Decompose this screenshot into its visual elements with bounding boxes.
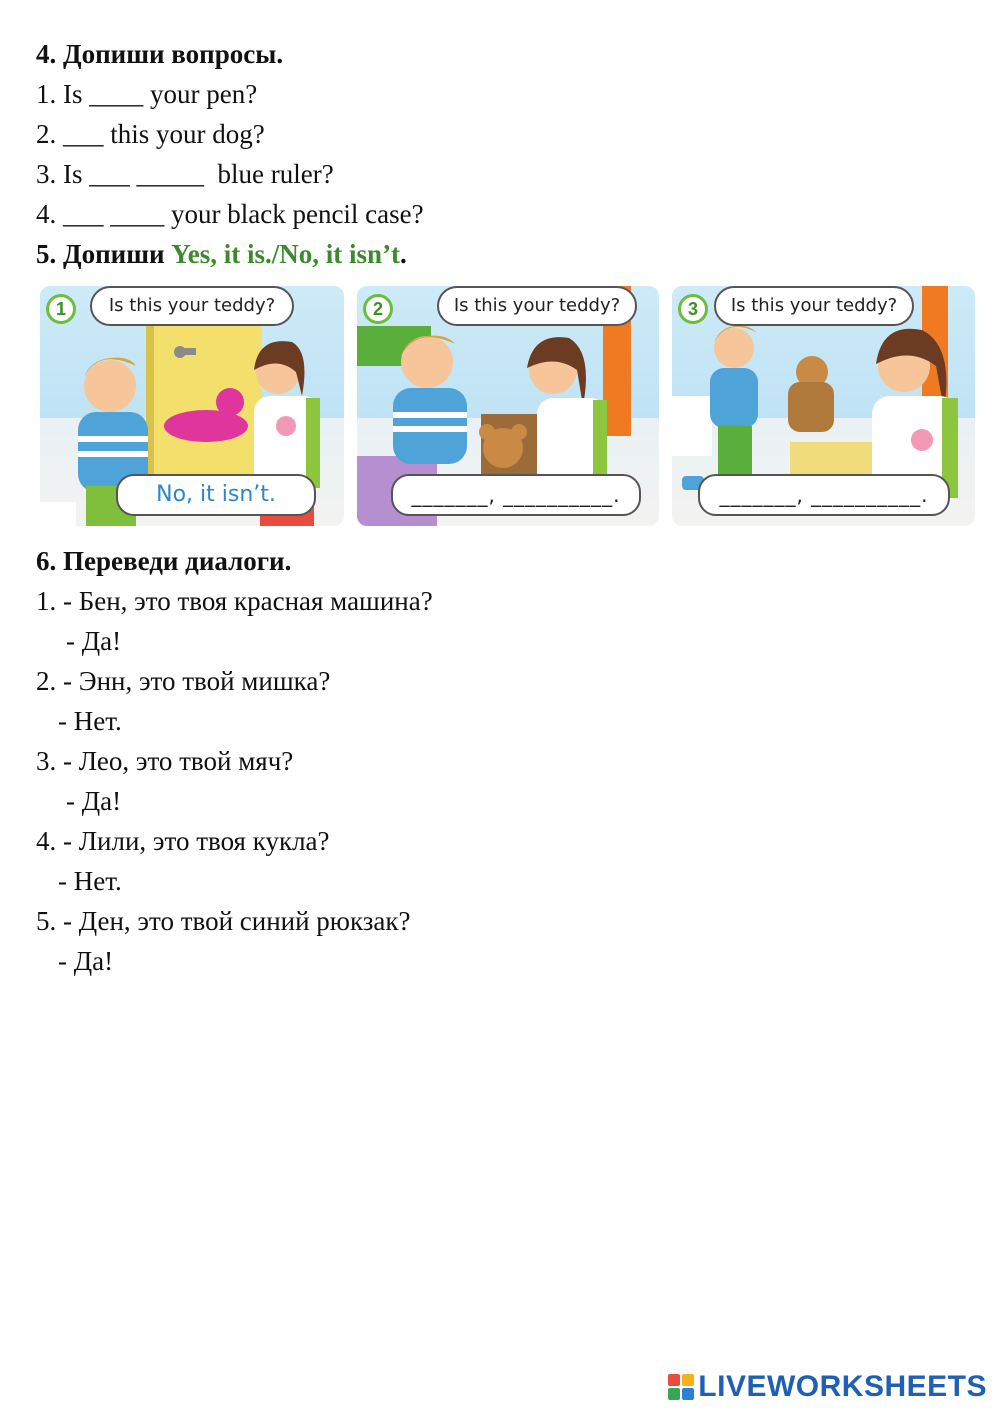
dialog-5-question: 5. - Ден, это твой синий рюкзак? <box>36 906 411 936</box>
panel-1-question-bubble: Is this your teddy? <box>90 286 294 326</box>
question-1: 1. Is ____ your pen? <box>36 79 258 109</box>
panel-3-number-badge: 3 <box>678 294 708 324</box>
panel-3-question-bubble: Is this your teddy? <box>714 286 914 326</box>
panel-2-number-badge: 2 <box>363 294 393 324</box>
liveworksheets-logo <box>668 1370 987 1404</box>
dialog-3-question: 3. - Лео, это твой мяч? <box>36 746 294 776</box>
dialog-4-question: 4. - Лили, это твоя кукла? <box>36 826 330 856</box>
section-5-prefix: 5. Допиши <box>36 239 172 269</box>
section-5-suffix: . <box>400 239 407 269</box>
panel-3-answer-blank: _______, __________. <box>698 474 950 516</box>
section-4-heading: 4. Допиши вопросы. <box>36 39 284 69</box>
dialog-2-answer: - Нет. <box>58 706 122 736</box>
logo-icon <box>668 1374 694 1400</box>
logo-square <box>668 1388 680 1400</box>
dialog-5-answer: - Да! <box>58 946 114 976</box>
panel-1-number-badge: 1 <box>46 294 76 324</box>
section-6-heading: 6. Переведи диалоги. <box>36 546 292 576</box>
logo-square <box>682 1374 694 1386</box>
comic-panel-3 <box>672 286 975 526</box>
dialog-4-answer: - Нет. <box>58 866 122 896</box>
comic-panel-1 <box>40 286 344 526</box>
question-3: 3. Is ___ _____ blue ruler? <box>36 159 334 189</box>
section-5-answers-highlight: Yes, it is./No, it isn’t <box>171 239 401 269</box>
dialog-1-question: 1. - Бен, это твоя красная машина? <box>36 586 433 616</box>
section-5-heading <box>36 234 407 274</box>
logo-text: LIVEWORKSHEETS <box>698 1370 987 1403</box>
comic-panel-2 <box>357 286 659 526</box>
dialog-2-question: 2. - Энн, это твой мишка? <box>36 666 331 696</box>
panel-2-question-bubble: Is this your teddy? <box>437 286 637 326</box>
panel-2-answer-blank: _______, __________. <box>391 474 641 516</box>
logo-square <box>668 1374 680 1386</box>
question-4: 4. ___ ____ your black pencil case? <box>36 199 424 229</box>
panel-1-answer-bubble: No, it isn’t. <box>116 474 316 516</box>
logo-square <box>682 1388 694 1400</box>
dialog-1-answer: - Да! <box>66 626 122 656</box>
comic-strip <box>40 286 975 528</box>
dialog-3-answer: - Да! <box>66 786 122 816</box>
question-2: 2. ___ this your dog? <box>36 119 265 149</box>
